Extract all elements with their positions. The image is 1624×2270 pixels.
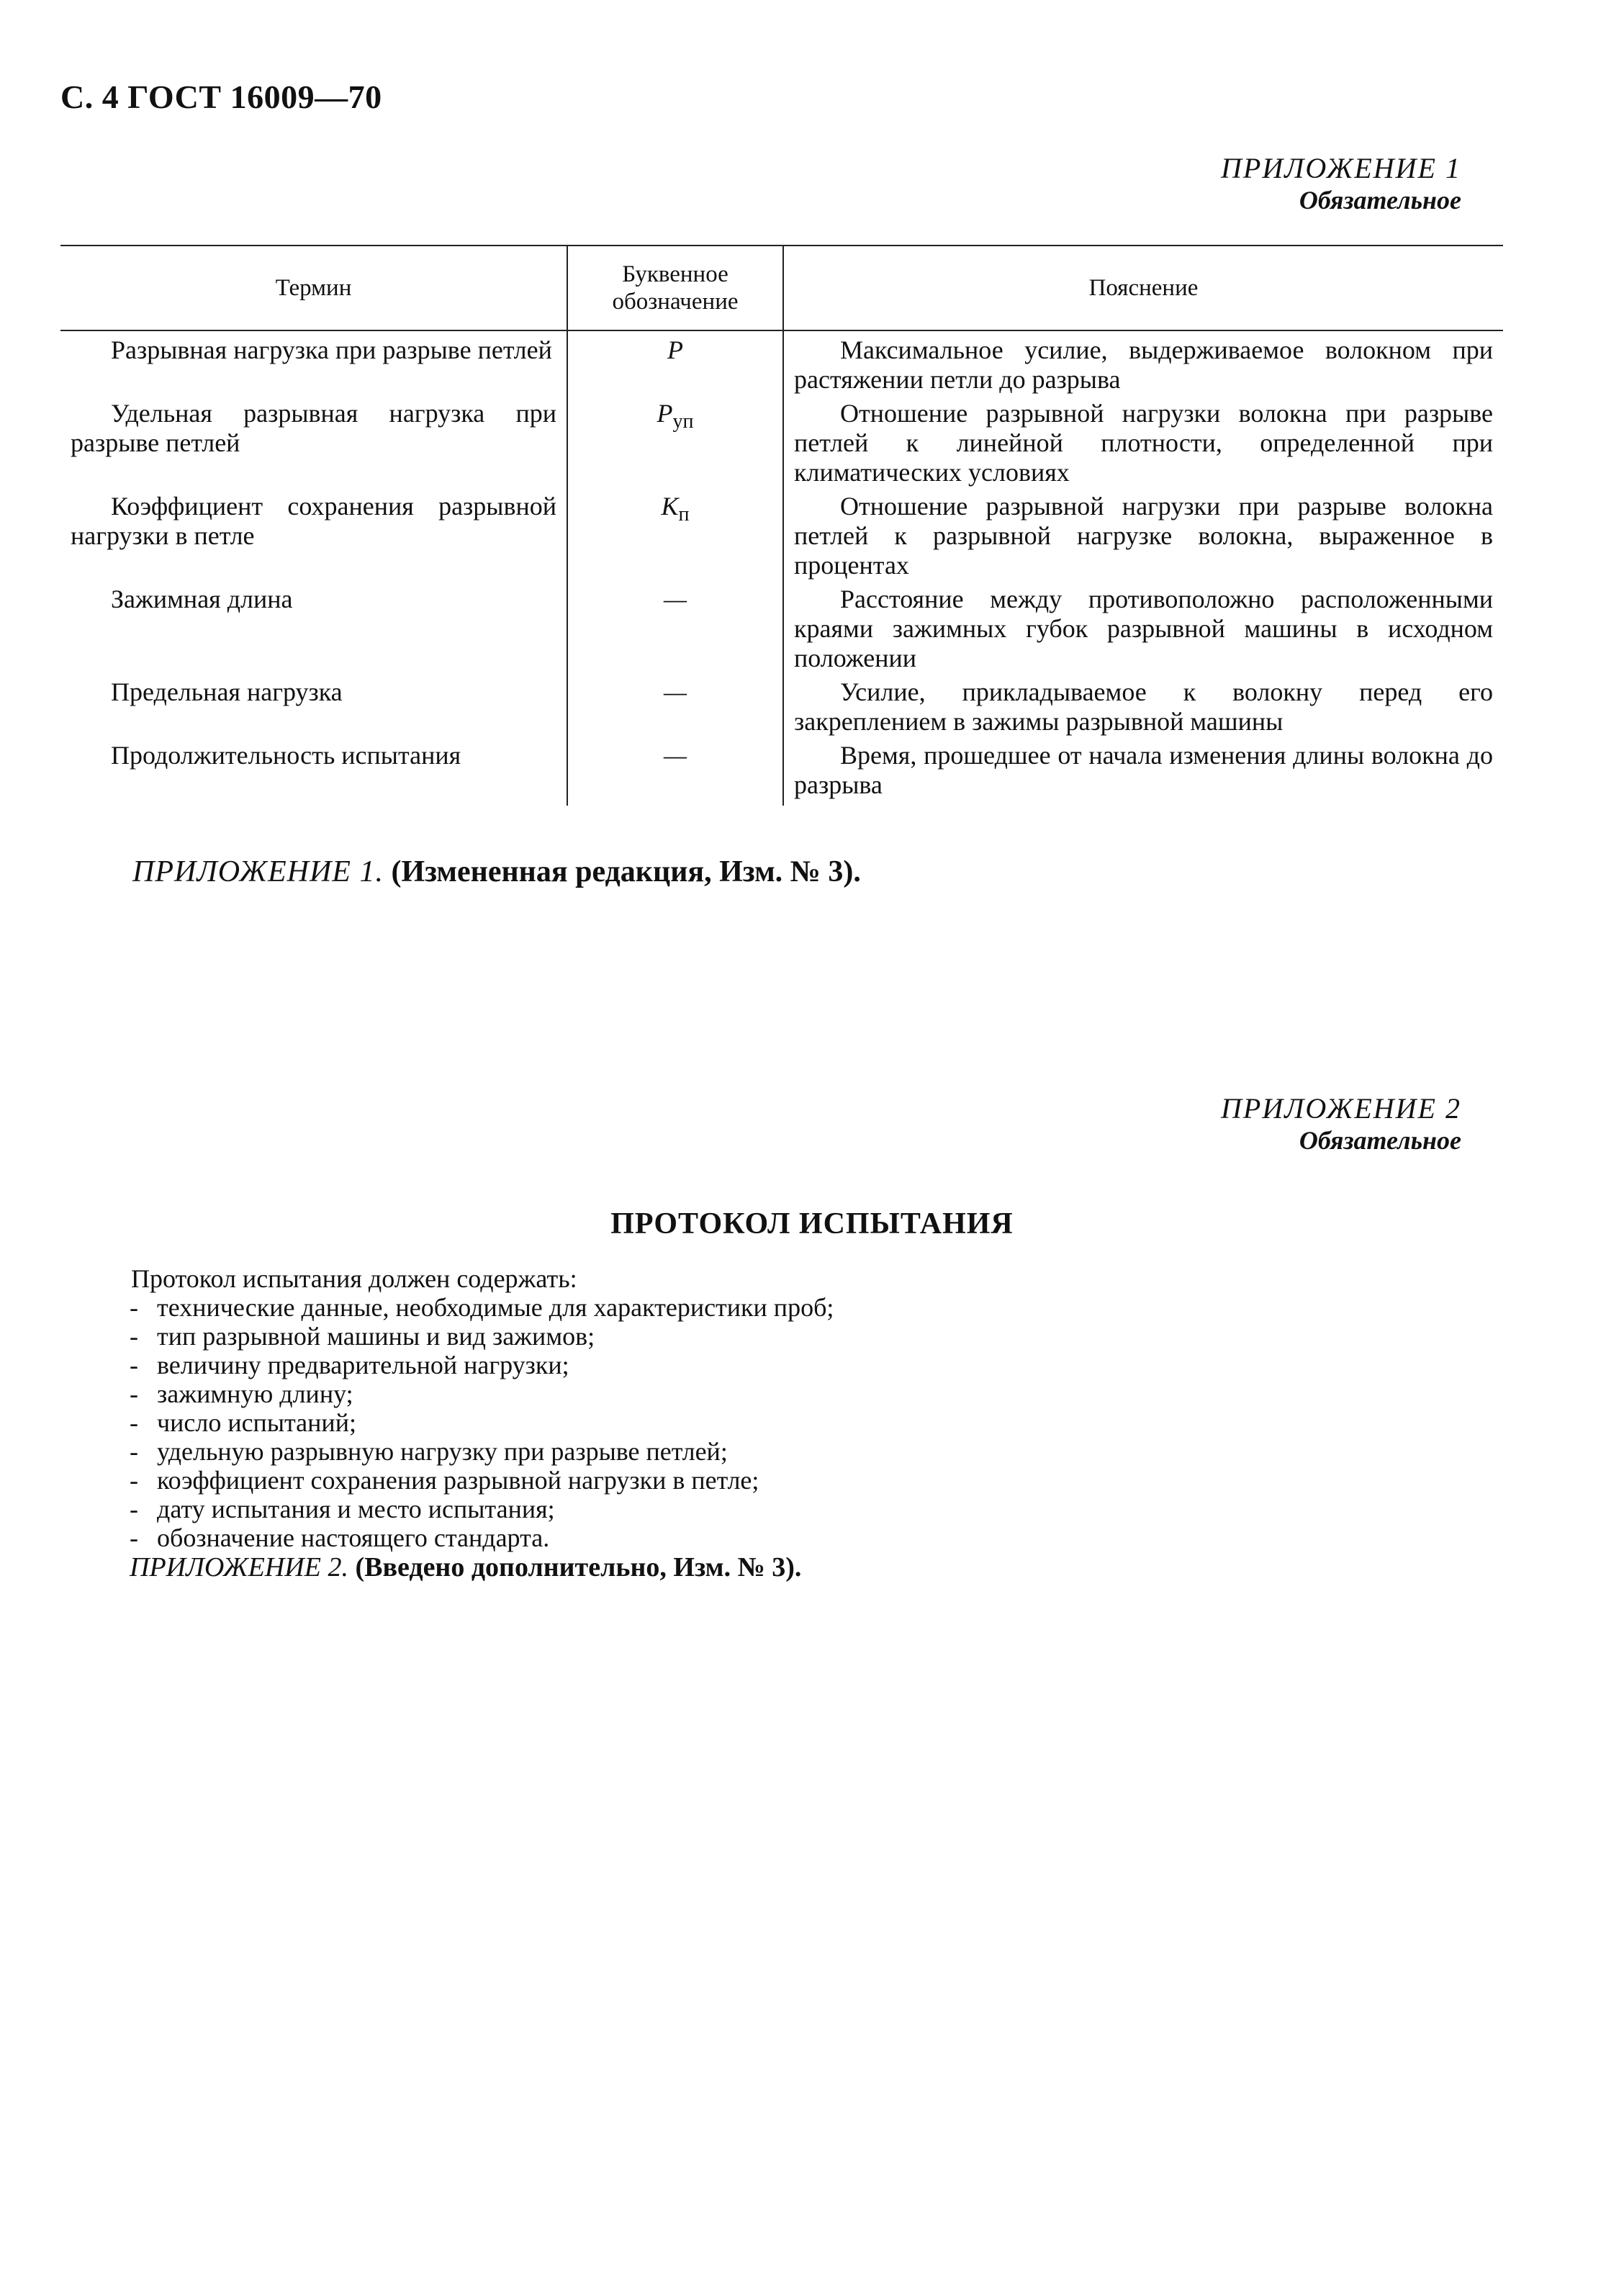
appendix-2-label: [1221, 1091, 1461, 1155]
list-item: - технические данные, необходимые для характеристики проб;: [130, 1293, 834, 1322]
appendix-2-status: Обязательное: [1299, 1126, 1461, 1155]
explanation-cell: Усилие, прикладываемое к волокну перед его закреплением в зажимы разрывной машины: [794, 677, 1493, 736]
term-cell: Зажимная длина: [111, 585, 293, 613]
term-cell: Разрывная нагрузка при разрыве петлей: [111, 335, 552, 364]
column-header-symbol: Буквенное обозначение: [567, 246, 783, 330]
list-item: - дату испытания и место испытания;: [130, 1495, 555, 1523]
table-row: [60, 673, 1503, 737]
amendment-note-text: (Введено дополнительно, Изм. № 3).: [355, 1552, 802, 1582]
appendix-2-amendment-note: [130, 1552, 1209, 1582]
amendment-note-text: (Измененная редакция, Изм. № 3).: [391, 855, 861, 888]
symbol-cell: P: [567, 330, 783, 395]
symbol-cell: $P_{уп}$: [567, 395, 783, 487]
amendment-note-label: ПРИЛОЖЕНИЕ 1.: [132, 855, 384, 888]
column-header-term: Термин: [60, 246, 567, 330]
page-header: С. 4 ГОСТ 16009—70: [60, 78, 382, 115]
protocol-heading: ПРОТОКОЛ ИСПЫТАНИЯ: [610, 1207, 1014, 1240]
list-item: - обозначение настоящего стандарта.: [130, 1523, 550, 1552]
table-row: [60, 330, 1503, 395]
term-cell: Продолжительность испытания: [111, 741, 461, 770]
explanation-cell: Отношение разрывной нагрузки при разрыве волокна петлей к разрывной нагрузке волокна, выраженное в процентах: [794, 492, 1493, 580]
appendix-2-title: ПРИЛОЖЕНИЕ 2: [1221, 1092, 1461, 1125]
column-header-explanation: Пояснение: [783, 246, 1503, 330]
symbol-cell: $K_п$: [567, 487, 783, 580]
table-header-row: [60, 246, 1503, 330]
symbol-cell: —: [567, 673, 783, 737]
symbol-cell: —: [567, 737, 783, 806]
symbol-cell: —: [567, 580, 783, 673]
appendix-1-title: ПРИЛОЖЕНИЕ 1: [1221, 152, 1461, 184]
protocol-body: [130, 1264, 1209, 1582]
explanation-cell: Максимальное усилие, выдерживаемое волокном при растяжении петли до разрыва: [794, 335, 1493, 394]
explanation-cell: Время, прошедшее от начала изменения длины волокна до разрыва: [794, 741, 1493, 799]
table-row: [60, 395, 1503, 487]
appendix-1-status: Обязательное: [1299, 186, 1461, 215]
list-item: - коэффициент сохранения разрывной нагрузки в петле;: [130, 1466, 759, 1495]
explanation-cell: Отношение разрывной нагрузки волокна при разрыве петлей к линейной плотности, определенной при климатических условиях: [794, 399, 1493, 487]
list-item: - тип разрывной машины и вид зажимов;: [130, 1322, 595, 1351]
explanation-cell: Расстояние между противоположно расположенными краями зажимных губок разрывной машины в исходном положении: [794, 585, 1493, 672]
list-item: - зажимную длину;: [130, 1379, 353, 1408]
list-item: - величину предварительной нагрузки;: [130, 1351, 569, 1379]
appendix-1-amendment-note: [132, 854, 861, 890]
table-row: [60, 580, 1503, 673]
protocol-intro: Протокол испытания должен содержать:: [131, 1264, 577, 1293]
amendment-note-label: ПРИЛОЖЕНИЕ 2.: [130, 1552, 348, 1582]
table-row: [60, 737, 1503, 806]
list-item: - удельную разрывную нагрузку при разрыве петлей;: [130, 1437, 728, 1466]
protocol-items: [130, 1293, 1209, 1552]
appendix-1-label: [1221, 151, 1461, 215]
list-item: - число испытаний;: [130, 1408, 356, 1437]
term-cell: Удельная разрывная нагрузка при разрыве петлей: [71, 399, 556, 457]
terms-table: [60, 245, 1503, 806]
term-cell: Предельная нагрузка: [111, 677, 343, 706]
term-cell: Коэффициент сохранения разрывной нагрузки в петле: [71, 492, 556, 550]
table-row: [60, 487, 1503, 580]
